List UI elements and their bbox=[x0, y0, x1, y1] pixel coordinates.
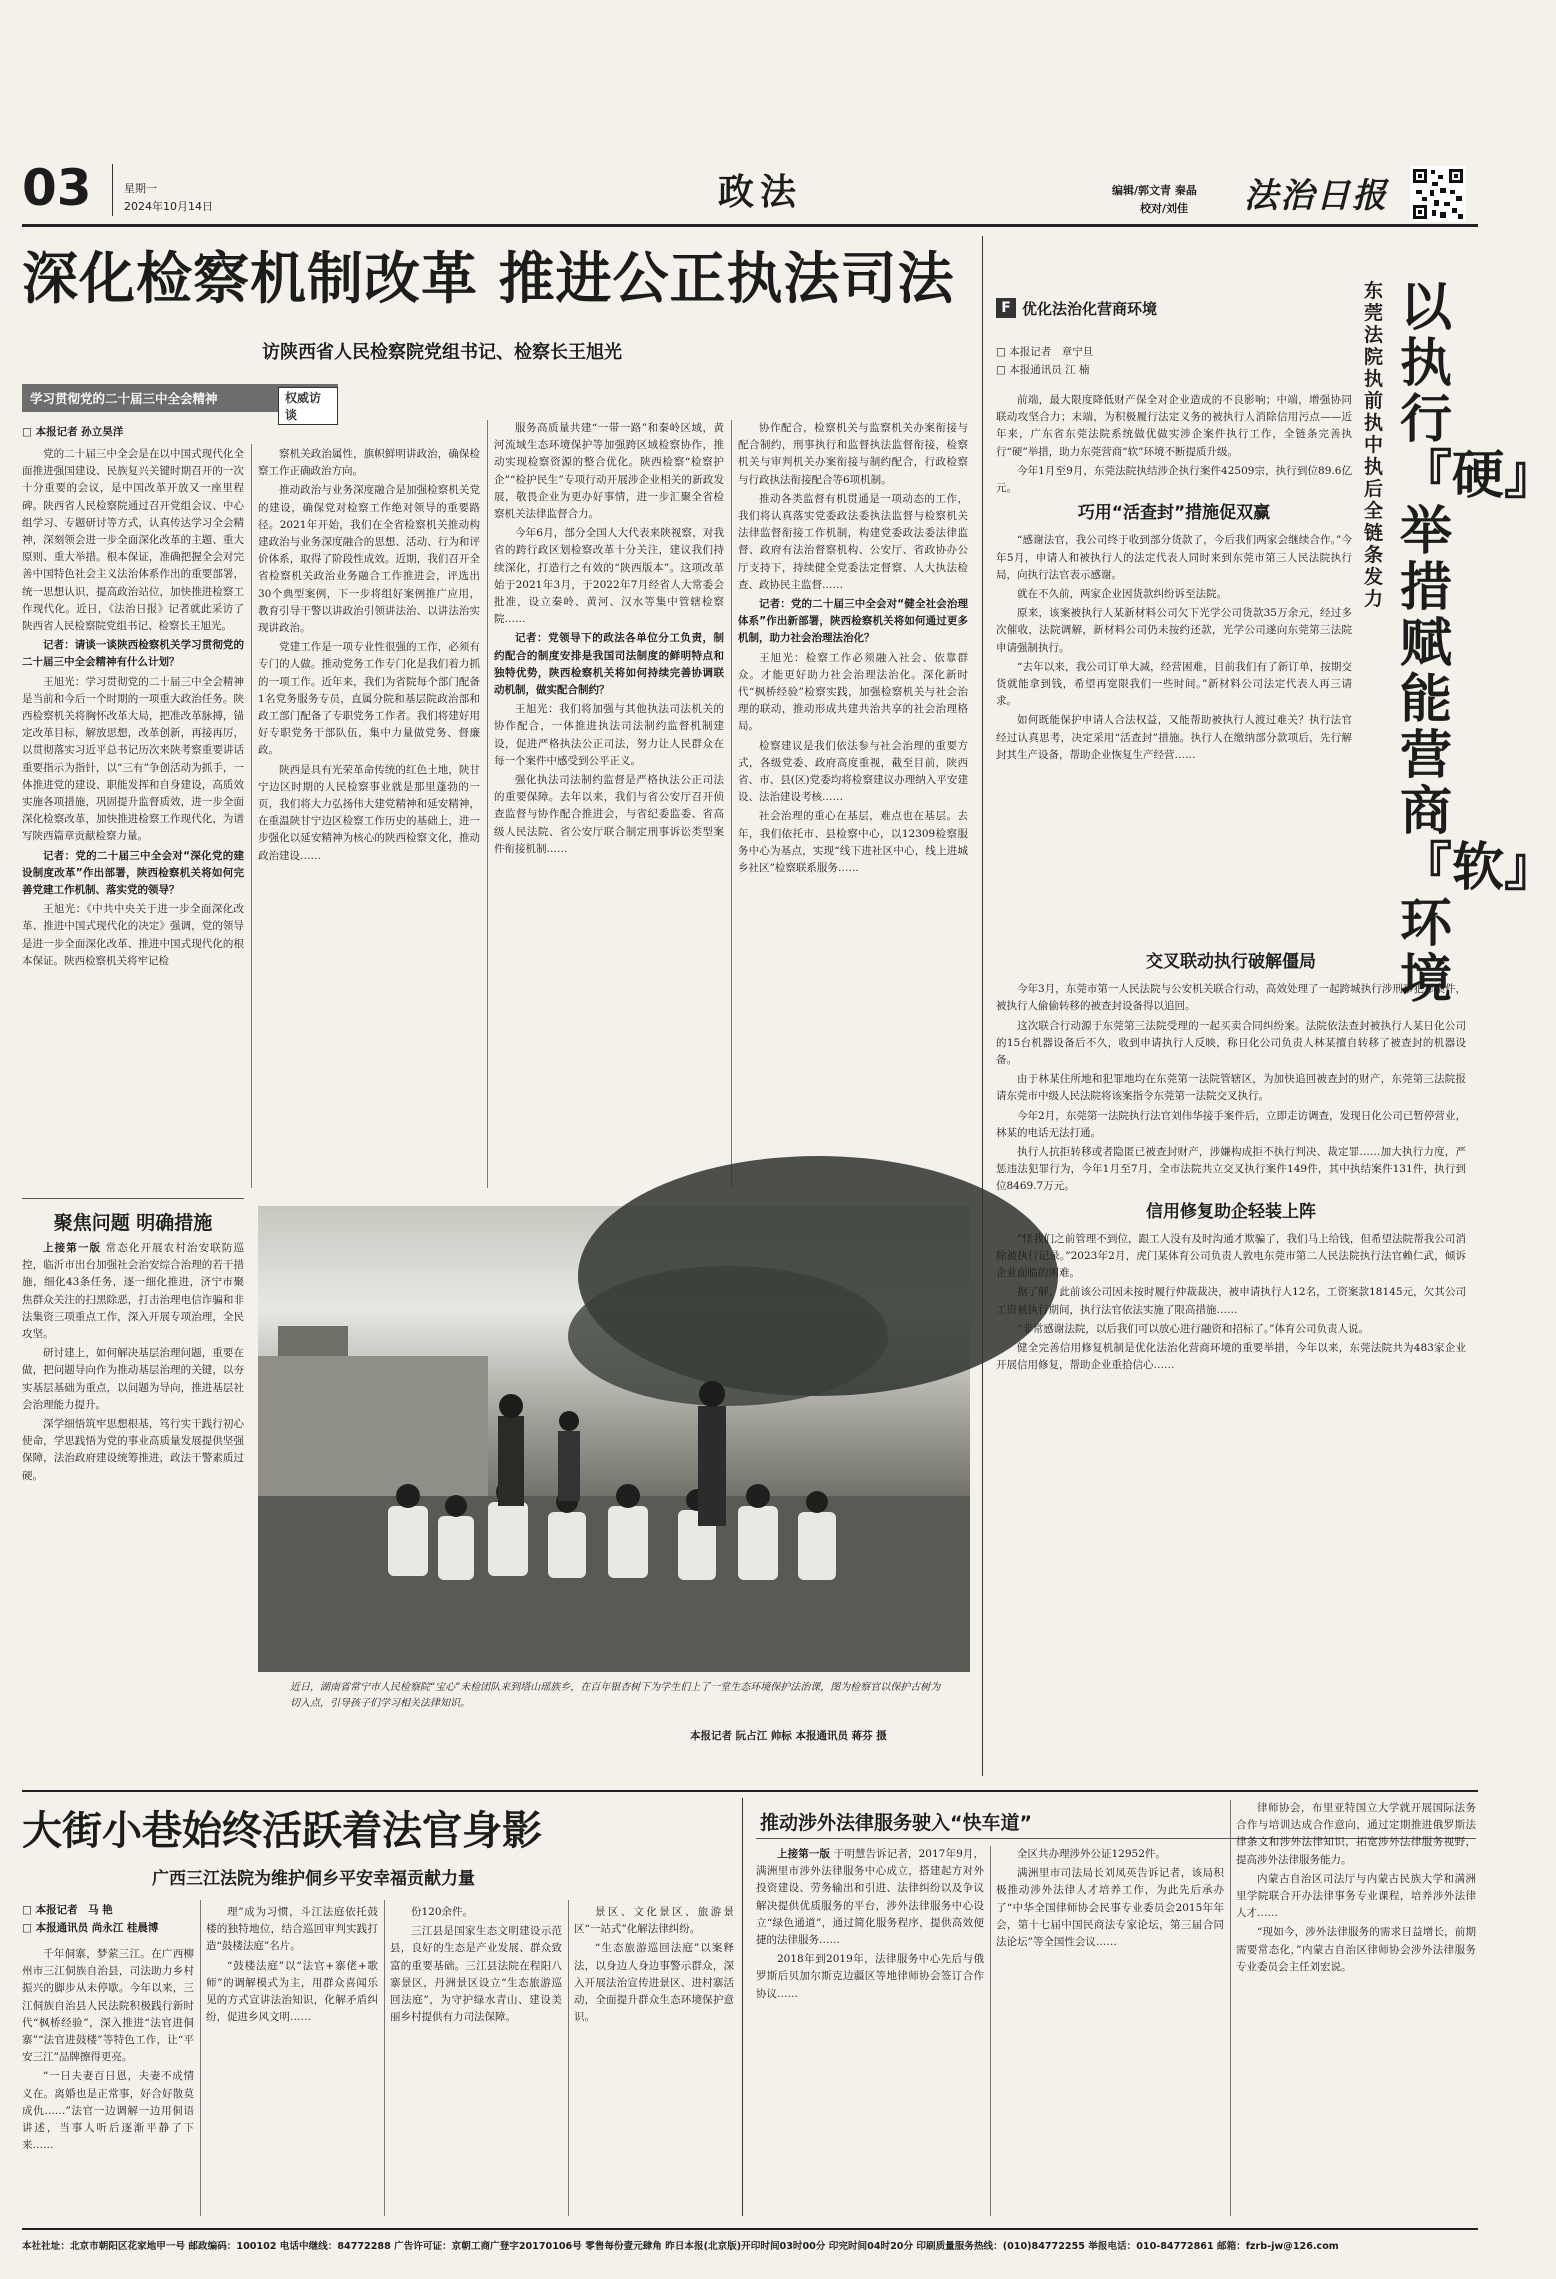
column-divider bbox=[990, 1846, 991, 2216]
story2-subhead: 广西三江法院为维护侗乡平安幸福贡献力量 bbox=[152, 1869, 475, 1889]
lead-column-1 bbox=[22, 446, 244, 1190]
lead-column-3 bbox=[494, 420, 724, 1190]
paragraph: 陕西是具有光荣革命传统的红色土地，陕甘宁边区时期的人民检察事业就是那里蓬勃的一页，我们将大力弘扬伟大建党精神和延安精神，在重温陕甘宁边区检察工作历史的基础上，进一步强化以延安精神为核心的陕西检察文化，推动政治建设…… bbox=[258, 763, 480, 862]
lead-subhead: 访陕西省人民检察院党组书记、检察长王旭光 bbox=[262, 342, 622, 363]
qr-code-icon bbox=[1410, 166, 1466, 222]
paragraph: 服务高质量共建“一带一路”和秦岭区域，黄河流域生态环境保护等加强跨区域检察协作，推动实现检察资源的整合优化。陕西检察“检察护企”“检护民生”专项行动开展涉企业相关的新政发展，敬畏企业为更办好事情，进一步汇聚全省检察机关法律监督合力。 bbox=[494, 422, 724, 521]
interview-banner bbox=[22, 384, 338, 422]
right-column-bottom bbox=[996, 946, 1466, 1776]
page-divider bbox=[982, 236, 983, 1776]
focus-column bbox=[22, 1240, 244, 1796]
paragraph: 满洲里市司法局长刘凤英告诉记者，该局积极推动涉外法律人才培养工作，为此先后承办了“中华全国律师协会民事专业委员会2015年年会，第十七届中国民商法专家论坛，第三届合同法论坛”等全国性会议…… bbox=[996, 1867, 1224, 1949]
story3-column-3 bbox=[1236, 1800, 1476, 2216]
right-byline-reporter: □ 本报记者 章宁旦 bbox=[996, 346, 1094, 358]
right-headline: 以执行『硬』举措赋能营商『软』环境 bbox=[1400, 278, 1556, 1010]
story2-column-4 bbox=[574, 1904, 734, 2216]
paragraph: 三江县是国家生态文明建设示范县，良好的生态是产业发展、群众致富的重要基础。三江县法院在程阳八寨景区，丹洲景区设立“生态旅游巡回法庭”，为守护绿水青山、建设美丽乡村提供有力司法保障。 bbox=[390, 1925, 562, 2024]
paragraph: 据了解，此前该公司因未按时履行仲裁裁决，被申请执行人12名，工资案款18145元，欠其公司工资被执行期间，执行法官依法实施了限高措施…… bbox=[996, 1286, 1466, 1316]
column-divider bbox=[568, 1900, 569, 2216]
page-number: 03 bbox=[22, 159, 92, 217]
right-byline-correspondent: □ 本报通讯员 江 楠 bbox=[996, 364, 1090, 376]
paragraph: 健全完善信用修复机制是优化法治化营商环境的重要举措，今年以来，东莞法院共为483家企业开展信用修复，帮助企业重拾信心…… bbox=[996, 1342, 1466, 1372]
paragraph: 理”成为习惯，斗江法庭依托鼓楼的独特地位，结合巡回审判实践打造“鼓楼法庭”名片。 bbox=[206, 1906, 378, 1953]
paragraph: 研讨建上，如何解决基层治理问题，重要在做，把问题导向作为推动基层治理的关键，以夯实基层基础为重点，以问题为导向，推进基层社会治理能力提升。 bbox=[22, 1347, 244, 1411]
paragraph: 党建工作是一项专业性很强的工作，必须有专门的人做。推动党务工作专门化是我们着力抓的一项工作。近年来，我们为省院每个部门配备1名党务服务专员，直属分院和基层院政治部和政工部门配备了专职党务工作者。我们将建好用好专职党务干部队伍，集中力量做党务、督廉政。 bbox=[258, 641, 480, 757]
paragraph: 前端，最大限度降低财产保全对企业造成的不良影响；中端，增强协同联动攻坚合力；末端，为积极履行法定义务的被执行人消除信用污点——近年来，广东省东莞法院系统做优做实涉企案件执行工作，全链条完善执行“硬”举措，助力东莞营商“软”环境不断提质升级。 bbox=[996, 394, 1352, 458]
paragraph: 今年2月，东莞第一法院执行法官刘伟华接手案件后，立即走访调查，发现日化公司已暂停营业，林某的电话无法打通。 bbox=[996, 1109, 1466, 1139]
header-divider bbox=[112, 164, 113, 216]
story-divider bbox=[742, 1798, 743, 2216]
question: 记者：党的二十届三中全会对“健全社会治理体系”作出新部署，陕西检察机关将如何通过更多机制，助力社会治理法治化？ bbox=[738, 598, 968, 645]
column-divider bbox=[1230, 1800, 1231, 2216]
photo-scene bbox=[258, 1206, 970, 1672]
paragraph: 原来，该案被执行人某新材料公司欠下光学公司货款35万余元，经过多次催收，法院调解，新材料公司仍未按约还款，光学公司遂向东莞第三法院申请强制执行。 bbox=[996, 607, 1352, 654]
paragraph: 今年6月，部分全国人大代表来陕视察，对我省的跨行政区划检察改革十分关注，建议我们持续深化，打造行之有效的“陕西版本”。这项改革始于2021年3月，于2022年7月经省人大常委会批准，设立秦岭、黄河、汉水等集中管辖检察院…… bbox=[494, 527, 724, 626]
paragraph: “生态旅游巡回法庭”以案释法，以身边人身边事警示群众，深入开展法治宣传进景区、进村寨活动，全面提升群众生态环境保护意识。 bbox=[574, 1942, 734, 2024]
paragraph: 王旭光：我们将加强与其他执法司法机关的协作配合，一体推进执法司法制约监督机制建设，促进严格执法公正司法，努力让人民群众在每一个案件中感受到公平正义。 bbox=[494, 703, 724, 767]
subheading: 交叉联动执行破解僵局 bbox=[1146, 952, 1316, 972]
question: 记者：请谈一谈陕西检察机关学习贯彻党的二十届三中全会精神有什么计划？ bbox=[22, 639, 244, 669]
paragraph: “感谢法官，我公司终于收到部分货款了，今后我们两家会继续合作。”今年5月，申请人和被执行人的法定代表人同时来到东莞市第三人民法院执行局，向执行法官表示感谢。 bbox=[996, 534, 1352, 581]
focus-title: 聚焦问题 明确措施 bbox=[53, 1212, 213, 1234]
paragraph: 律师协会，布里亚特国立大学就开展国际法务合作与培训达成合作意向，通过定期推进俄罗斯法律条文和涉外法律知识，拓宽涉外法律服务视野，提高涉外法律服务能力。 bbox=[1236, 1802, 1476, 1866]
paragraph: “怪我们之前管理不到位，跟工人没有及时沟通才欺骗了，我们马上给钱，但希望法院帮我公司消除被执行记录。”2023年2月，虎门某体育公司负责人敦电东莞市第二人民法院执行法官赖仁武，倾诉企业面临的困难。 bbox=[996, 1232, 1466, 1280]
paragraph: 今年1月至9月，东莞法院执结涉企执行案件42509宗，执行到位89.6亿元。 bbox=[996, 464, 1352, 495]
paragraph: 这次联合行动源于东莞第三法院受理的一起买卖合同纠纷案。法院依法查封被执行人某日化公司的15台机器设备后不久，收到申请执行人反映，称日化公司负责人林某擅自转移了被查封的机器设备。 bbox=[996, 1019, 1466, 1067]
paragraph: 协作配合，检察机关与监察机关办案衔接与配合制约，刑事执行和监督执法监督衔接，检察机关与审判机关办案衔接与制约配合，行政检察与行政执法衔接配合等6项机制。 bbox=[738, 422, 968, 486]
paragraph bbox=[756, 1846, 984, 1949]
issue-date: 2024年10月14日 bbox=[124, 200, 213, 213]
question: 记者：党的二十届三中全会对“深化党的建设制度改革”作出部署，陕西检察机关将如何完善党建工作机制、落实党的领导？ bbox=[22, 849, 244, 897]
proof-credit: 校对/刘佳 bbox=[1140, 202, 1189, 215]
paragraph: 社会治理的重心在基层，难点也在基层。去年，我们依托市、县检察中心，以12309检察服务中心为基点，实现“线下进社区中心，线上进城乡社区”检察联系服务…… bbox=[738, 810, 968, 875]
lead-byline: □ 本报记者 孙立昊洋 bbox=[22, 426, 124, 438]
paragraph-text: 于明慧告诉记者，2017年9月，满洲里市涉外法律服务中心成立，搭建起方对外投资建设、劳务输出和引进、法律纠纷以及争议解决提供优质服务的平台，涉外法律服务中心设立“绿色通道”，通过简化服务程序，提供高效便捷的法律服务…… bbox=[756, 1848, 984, 1947]
story2-byline-correspondent: □ 本报通讯员 尚永江 桂晨博 bbox=[22, 1922, 159, 1934]
photo-caption: 近日，湖南省常宁市人民检察院“宝心”未检团队来到塔山瑶族乡，在百年银杏树下为学生们上了一堂生态环境保护法治课，图为检察官以保护古树为切入点，引导孩子们学习相关法律知识。 bbox=[290, 1682, 941, 1709]
column-divider bbox=[200, 1900, 201, 2216]
paragraph: 千年侗寨，梦萦三江。在广西柳州市三江侗族自治县，司法助力乡村振兴的脚步从未停歇。今年以来，三江侗族自治县人民法院积极践行新时代“枫桥经验”，深入推进“法官进侗寨”“法官进鼓楼”等特色工作，让“平安三江”品牌擦得更亮。 bbox=[22, 1948, 194, 2064]
question: 记者：党领导下的政法各单位分工负责，制约配合的制度安排是我国司法制度的鲜明特点和独特优势，陕西检察机关将如何持续完善协调联动机制，做实配合制约？ bbox=[494, 632, 724, 697]
story3-column-2 bbox=[996, 1846, 1224, 2216]
weekday: 星期一 bbox=[124, 182, 157, 195]
banner-text: 学习贯彻党的二十届三中全会精神 bbox=[30, 391, 218, 406]
bottom-section-rule bbox=[22, 1790, 1478, 1792]
paragraph: 由于林某住所地和犯罪地均在东莞第一法院管辖区，为加快追回被查封的财产，东莞第三法院报请东莞市中级人民法院将该案指令东莞第一法院交叉执行。 bbox=[996, 1073, 1466, 1103]
footer-rule bbox=[22, 2228, 1478, 2230]
paragraph: “非常感谢法院，以后我们可以放心进行融资和招标了。”体育公司负责人说。 bbox=[1017, 1322, 1369, 1335]
column-divider bbox=[384, 1900, 385, 2216]
paragraph: 党的二十届三中全会是在以中国式现代化全面推进强国建设、民族复兴关键时期召开的一次十分重要的会议，是中国改革开放又一座里程碑。陕西省人民检察院通过召开党组会议、中心组学习、专题研讨等方式，认真传达学习全会精神，深刻领会进一步全面深化改革的主题、重大原则、重大举措。根本保证，准确把握全会对完善中国特色社会主义法治体系作出的重要部署，统一思想认识，提高政治站位，加快推进检察工作现代化。近日，《法治日报》记者就此采访了陕西省人民检察院党组书记、检察长王旭光。 bbox=[22, 448, 244, 633]
paragraph: 检察建议是我们依法参与社会治理的重要方式，各级党委、政府高度重视，截至目前，陕西省、市、县(区)党委均将检察建议办理纳入平安建设、法治建设考核…… bbox=[738, 739, 968, 804]
column-badge-icon: F bbox=[996, 298, 1016, 318]
paragraph: 如何既能保护申请人合法权益，又能帮助被执行人渡过难关？执行法官经过认真思考，决定采用“活查封”措施。执行人在缴纳部分款项后，先行解封其生产设备，帮助企业恢复生产经营…… bbox=[996, 714, 1352, 761]
paragraph-text: 常态化开展农村治安联防巡控，临沂市出台加强社会治安综合治理的若干措施，细化43条任务，逐一细化推进，济宁市聚焦群众关注的扫黑除恶，打击治理电信诈骗和非法集资三项重点工作，深入开展专项治理，全民攻坚。 bbox=[22, 1242, 245, 1341]
paragraph: 深学细悟筑牢思想根基，笃行实干践行初心使命，学思践悟为党的事业高质量发展提供坚强保障，法治政府建设统筹推进，政法干警素质过硬。 bbox=[22, 1418, 244, 1482]
paragraph: 景区、文化景区、旅游景区“一站式”化解法律纠纷。 bbox=[574, 1906, 734, 1936]
section-rule bbox=[22, 1198, 244, 1199]
story2-column-1 bbox=[22, 1946, 194, 2216]
paragraph: “现如今，涉外法律服务的需求日益增长，前期需要常态化，”内蒙古自治区律师协会涉外法律服务专业委员会主任刘宏说。 bbox=[1236, 1926, 1476, 1973]
paragraph: 份120余件。 bbox=[411, 1906, 474, 1918]
column-divider bbox=[251, 444, 252, 1188]
header-rule bbox=[22, 224, 1478, 227]
column-divider bbox=[487, 420, 488, 1188]
lead-in: 上接第一版 bbox=[777, 1848, 831, 1860]
column-divider bbox=[731, 420, 732, 1188]
photo-credit: 本报记者 阮占江 帅标 本报通讯员 蒋芬 摄 bbox=[690, 1730, 887, 1742]
paragraph: 今年3月，东莞市第一人民法院与公安机关联合行动，高效处理了一起跨城执行涉刑事犯罪案件，被执行人偷偷转移的被查封设备得以追回。 bbox=[996, 983, 1466, 1013]
story3-headline: 推动涉外法律服务驶入“快车道” bbox=[760, 1812, 1032, 1834]
editor-credit: 编辑/郭文青 秦晶 bbox=[1112, 184, 1197, 197]
story2-column-2 bbox=[206, 1904, 378, 2216]
paragraph: “去年以来，我公司订单大减，经营困难，目前我们有了新订单，按期交货就能拿到钱，希望再宽限我们一些时间。”新材料公司法定代表人再三请求。 bbox=[996, 660, 1352, 708]
paragraph: 内蒙古自治区司法厅与内蒙古民族大学和满洲里学院联合开办法律事务专业课程，培养涉外法律人才…… bbox=[1236, 1872, 1476, 1920]
subheading: 信用修复助企轻装上阵 bbox=[1146, 1201, 1316, 1222]
paragraph: 王旭光：《中共中央关于进一步全面深化改革、推进中国式现代化的决定》强调，党的领导是进一步全面深化改革、推进中国式现代化的根本保证。陕西检察机关将牢记检 bbox=[22, 903, 244, 967]
paragraph: 执行人抗拒转移或者隐匿已被查封财产，涉嫌构成拒不执行判决、裁定罪……加大执行力度，严惩违法犯罪行为，今年1月至7月，全市法院共立交叉执行案件149件，其中执结案件131件，执行到位8469.7万元。 bbox=[996, 1146, 1466, 1193]
paragraph: 全区共办理涉外公证12952件。 bbox=[1017, 1848, 1166, 1860]
paragraph: 2018年到2019年，法律服务中心先后与俄罗斯后贝加尔斯克边疆区等地律师协会签订合作协议…… bbox=[756, 1953, 984, 2000]
paragraph bbox=[22, 1240, 244, 1343]
paragraph: 王旭光：学习贯彻党的二十届三中全会精神是当前和今后一个时期的一项重大政治任务。陕西检察机关将胸怀改革大局，把准改革脉搏，锚定改革目标，解放思想，改革创新，再接再厉，以贯彻落实习近平总书记历次来陕考察重要讲话重要指示为指针，以“三有”争创活动为抓手，一体推进党的建设、职能发挥和自身建设，高质效实施各项措施，巩固提升监督质效，进一步全面深化检察改革，加快推进检察工作现代化，为谱写陕西篇章贡献检察力量。 bbox=[22, 675, 244, 843]
right-column-top bbox=[996, 392, 1352, 942]
lead-in: 上接第一版 bbox=[43, 1242, 102, 1254]
story3-column-1 bbox=[756, 1846, 984, 2216]
section-title: 政法 bbox=[717, 172, 802, 213]
footer-info: 本社社址：北京市朝阳区花家地甲一号 邮政编码：100102 电话中继线：84772288 广告许可证：京朝工商广登字20170106号 零售每份壹元肆角 昨日本报(北京版)开印时间03时00分 印完时间04时20分 印刷质量服务热线：(010)84772255 举报电话：010-84772861 邮箱：fzrb-jw@126.com bbox=[22, 2241, 1339, 2252]
lead-column-4 bbox=[738, 420, 968, 1190]
right-kicker: 东莞法院执前执中执后全链条发力 bbox=[1364, 280, 1384, 610]
paragraph: 就在不久前，两家企业因货款纠纷诉至法院。 bbox=[1017, 588, 1227, 601]
paragraph: 强化执法司法制约监督是严格执法公正司法的重要保障。去年以来，我们与省公安厅召开侦查监督与协作配合推进会，与省纪委监委、省高级人民法院、省公安厅联合制定刑事诉讼类型案件衔接机制…… bbox=[494, 774, 724, 855]
story2-byline-reporter: □ 本报记者 马 艳 bbox=[22, 1904, 113, 1916]
banner-tag: 权威访谈 bbox=[278, 387, 338, 425]
story2-headline: 大街小巷始终活跃着法官身影 bbox=[22, 1807, 542, 1854]
paragraph: 察机关政治属性，旗帜鲜明讲政治，确保检察工作正确政治方向。 bbox=[258, 448, 480, 478]
column-title: 优化法治化营商环境 bbox=[1022, 300, 1158, 318]
news-photo bbox=[258, 1206, 970, 1672]
paper-name: 法治日报 bbox=[1244, 176, 1388, 216]
story2-column-3 bbox=[390, 1904, 562, 2216]
subheading: 巧用“活查封”措施促双赢 bbox=[1077, 503, 1271, 524]
lead-headline: 深化检察机制改革 推进公正执法司法 bbox=[22, 247, 955, 312]
paragraph: “一日夫妻百日恩，夫妻不成情义在。离婚也是正常事，好合好散莫成仇……”法官一边调解一边用侗语讲述，当事人听后逐渐平静了下来…… bbox=[22, 2070, 194, 2152]
paragraph: 推动政治与业务深度融合是加强检察机关党的建设，确保党对检察工作绝对领导的重要路径。2021年开始，我们在全省检察机关推动构建政治与业务深度融合的思想、活动、行为和评价体系，取得了阶段性成效。近期，我们召开全省检察机关政治业务融合工作推进会，评选出30个典型案例，下一步将组好案例推广应用，教育引导干警以讲政治引领讲法治、以讲法治实现讲政治。 bbox=[258, 484, 480, 635]
lead-column-2 bbox=[258, 446, 480, 1190]
paragraph: 推动各类监督有机贯通是一项动态的工作，我们将认真落实党委政法委执法监督与检察机关法律监督衔接工作机制，构建党委政法委法律监督、政府有法治督察机构、公安厅、省政协办公厅支持下，持续健全党委法定督察、人大执法检查、政协民主监督…… bbox=[738, 492, 968, 591]
paragraph: “鼓楼法庭”以“法官+寨佬+歌师”的调解模式为主，用群众喜闻乐见的方式宣讲法治知识，化解矛盾纠纷，促进乡风文明…… bbox=[206, 1959, 378, 2024]
paragraph: 王旭光：检察工作必须融入社会、依靠群众。才能更好助力社会治理法治化。深化新时代“枫桥经验”检察实践，加强检察机关与社会治理的联动，推动形成共建共治共享的社会治理格局。 bbox=[738, 651, 968, 733]
